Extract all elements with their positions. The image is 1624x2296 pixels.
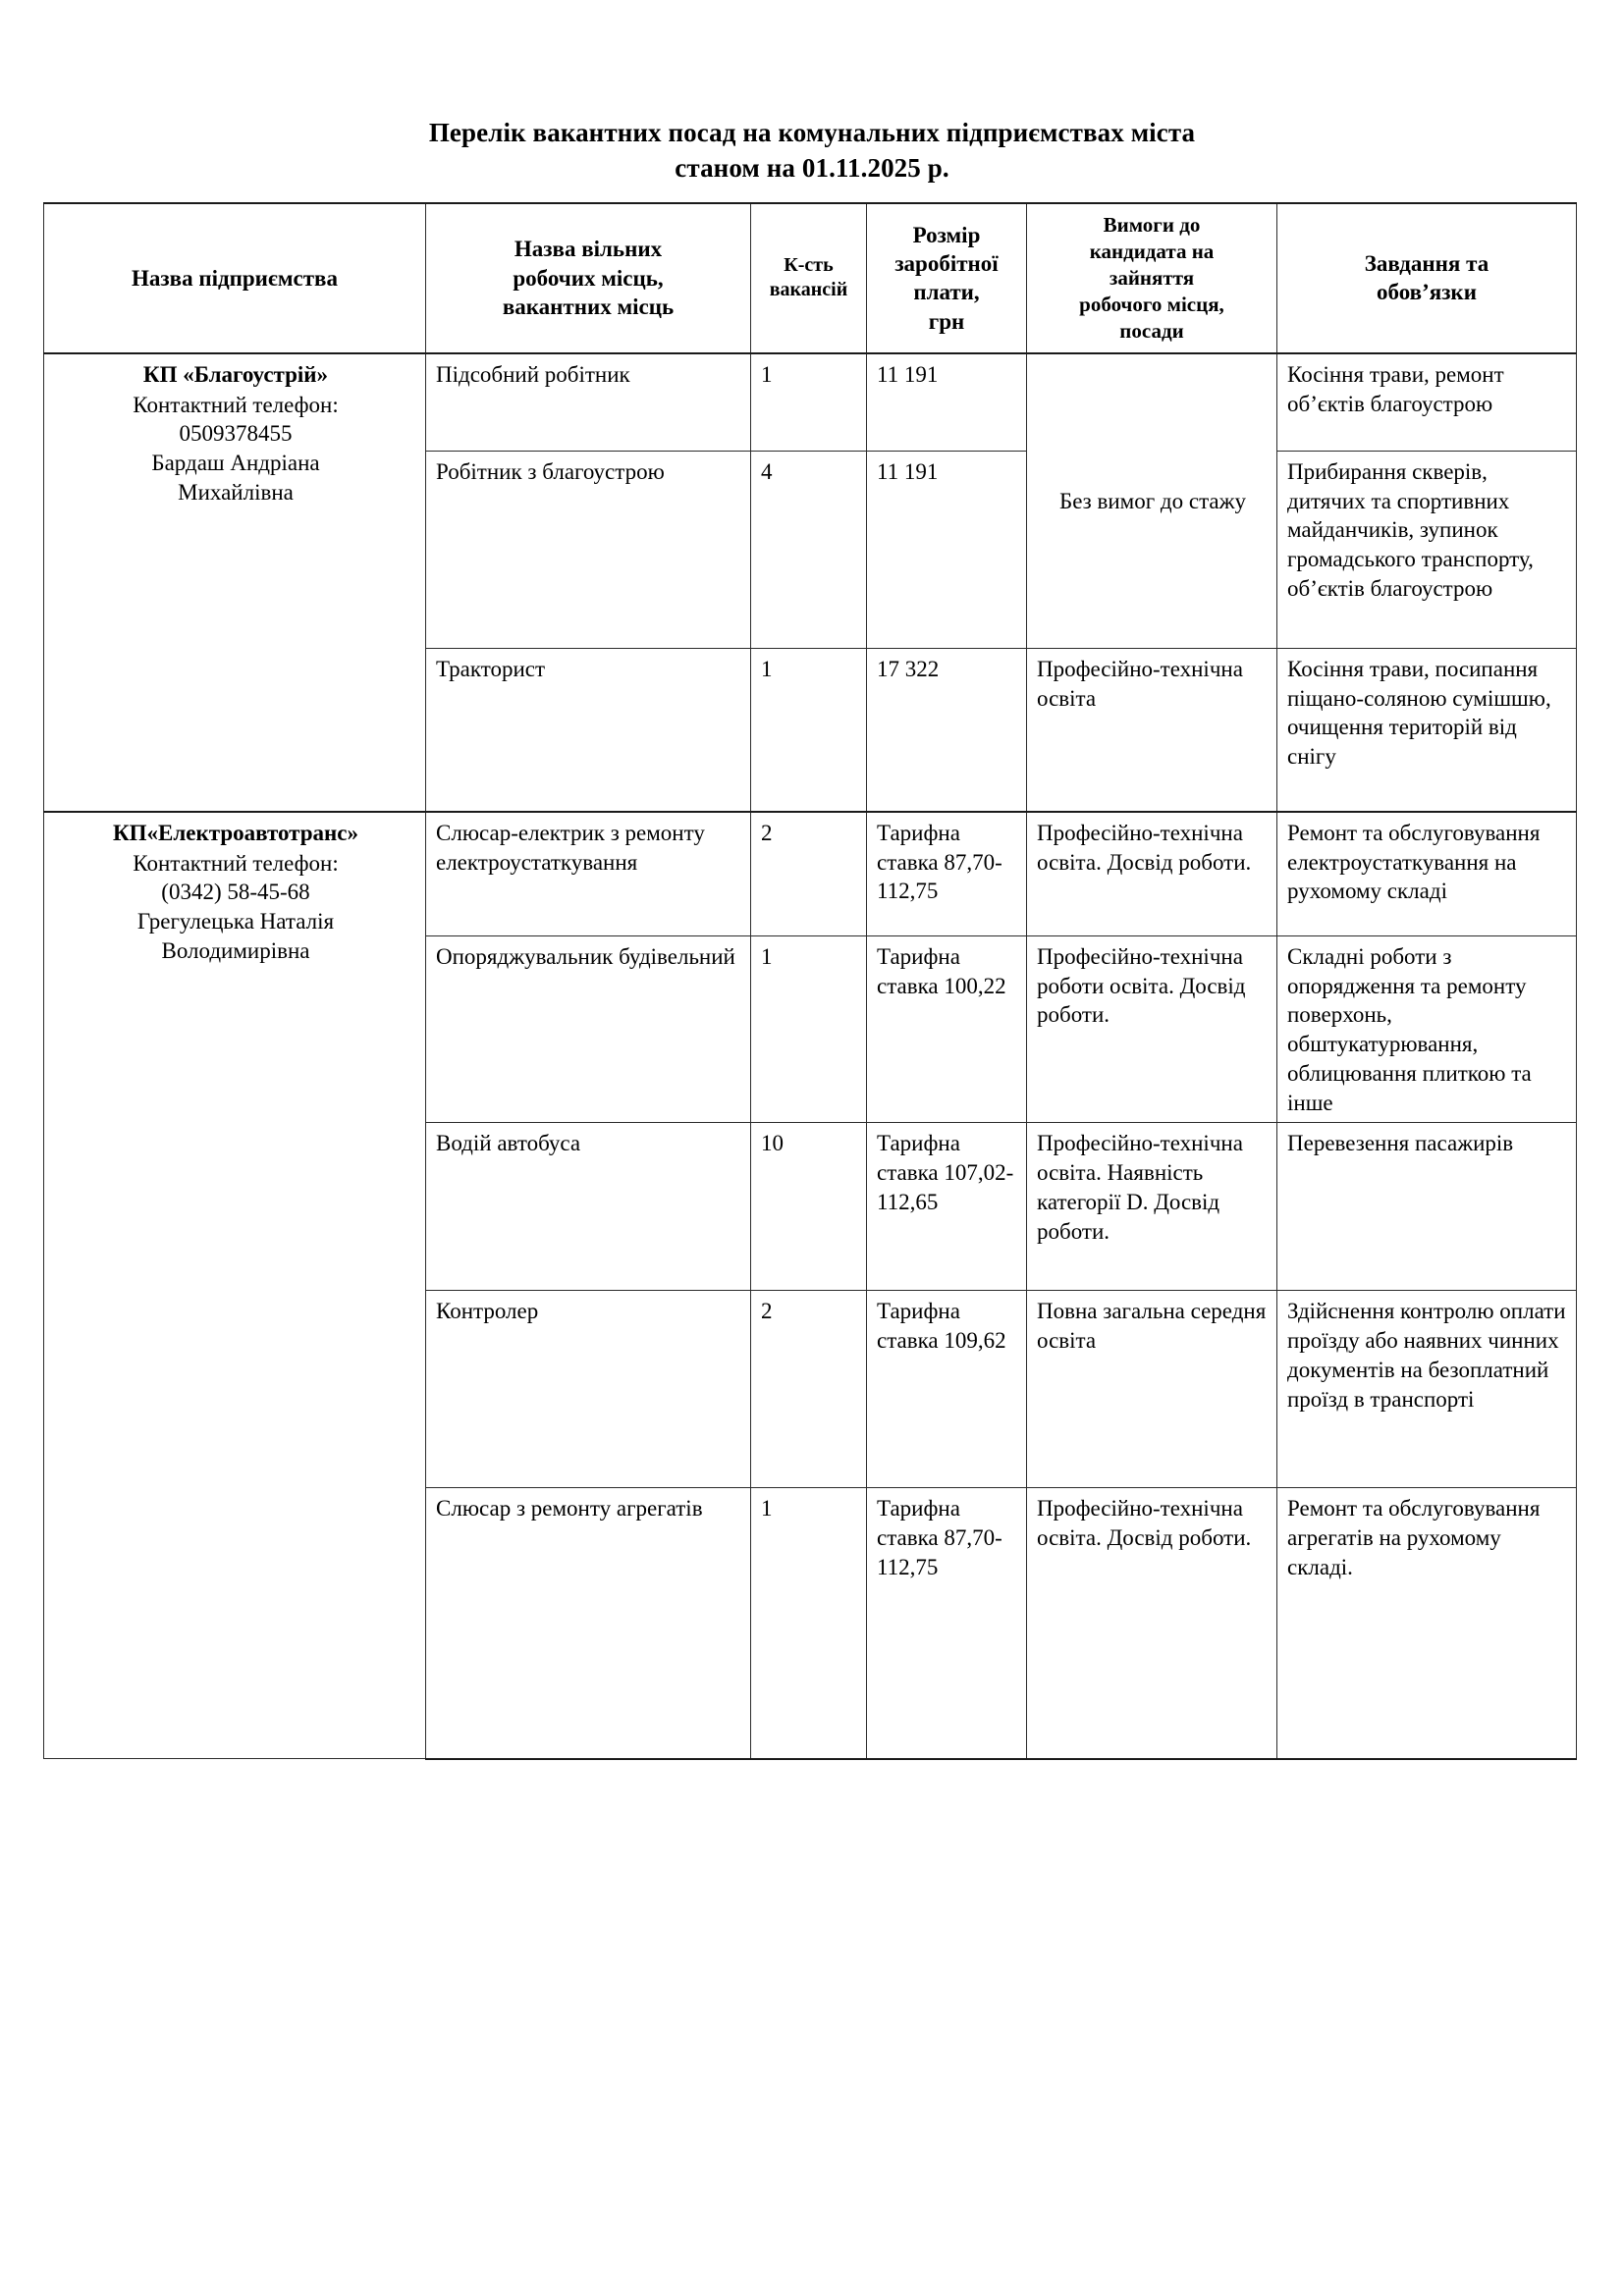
column-header-salary-line-1: Розмір (912, 222, 981, 247)
column-header-requirements (1027, 203, 1277, 352)
company-contact-patronymic: Володимирівна (161, 938, 310, 964)
column-header-requirements-line-3: зайняття (1109, 266, 1195, 290)
position-cell: Підсобний робітник (426, 353, 751, 452)
position-cell: Опоряджувальник будівельний (426, 935, 751, 1122)
count-cell: 2 (751, 1290, 867, 1487)
count-cell: 4 (751, 451, 867, 648)
company-contact-label: Контактний телефон: (133, 850, 339, 876)
column-header-requirements-line-5: посади (1119, 318, 1184, 343)
column-header-duties-line-1: Завдання та (1364, 251, 1489, 276)
position-cell: Робітник з благоустрою (426, 451, 751, 648)
company-phone: (0342) 58-45-68 (161, 880, 310, 905)
duties-cell: Здійснення контролю оплати проїзду або наявних чинних документів на безоплатний проїзд в транспорті (1277, 1290, 1577, 1487)
count-cell: 1 (751, 1487, 867, 1759)
duties-cell: Перевезення пасажирів (1277, 1122, 1577, 1290)
company-name: КП«Електроавтотранс» (112, 820, 358, 845)
column-header-requirements-line-4: робочого місця, (1079, 292, 1224, 316)
salary-cell: 11 191 (867, 353, 1027, 452)
duties-cell: Косіння трави, посипання піщано-соляною сумішшю, очищення територій від снігу (1277, 648, 1577, 812)
column-header-position-line-2: робочих місць, (513, 265, 664, 291)
column-header-position (426, 203, 751, 352)
company-contact-label: Контактний телефон: (133, 392, 339, 417)
column-header-count-line-2: вакансій (769, 279, 848, 301)
company-cell (44, 353, 426, 812)
position-cell: Контролер (426, 1290, 751, 1487)
position-cell: Тракторист (426, 648, 751, 812)
count-cell: 10 (751, 1122, 867, 1290)
column-header-duties-line-2: обовʼязки (1377, 280, 1477, 305)
salary-cell: 17 322 (867, 648, 1027, 812)
table-header-row (44, 203, 1577, 352)
duties-cell: Складні роботи з опорядження та ремонту поверхонь, обштукатурювання, облицювання плиткою та інше (1277, 935, 1577, 1122)
requirements-cell: Професійно-технічна освіта (1027, 648, 1277, 812)
position-cell: Слюсар з ремонту агрегатів (426, 1487, 751, 1759)
salary-cell: Тарифна ставка 107,02-112,65 (867, 1122, 1027, 1290)
page-title (0, 0, 1624, 186)
table-header (44, 203, 1577, 352)
salary-cell: Тарифна ставка 87,70-112,75 (867, 812, 1027, 936)
position-cell: Водій автобуса (426, 1122, 751, 1290)
duties-cell: Косіння трави, ремонт об’єктів благоустрою (1277, 353, 1577, 452)
duties-cell: Ремонт та обслуговування електроустаткування на рухомому складі (1277, 812, 1577, 936)
company-phone: 0509378455 (179, 421, 293, 447)
requirements-cell: Професійно-технічна освіта. Досвід роботи. (1027, 812, 1277, 936)
column-header-requirements-line-2: кандидата на (1089, 240, 1215, 264)
requirements-cell: Професійно-технічна освіта. Наявність категорії D. Досвід роботи. (1027, 1122, 1277, 1290)
column-header-company-line-1: Назва підприємства (132, 265, 338, 291)
count-cell: 1 (751, 935, 867, 1122)
salary-cell: 11 191 (867, 451, 1027, 648)
column-header-requirements-line-1: Вимоги до (1103, 213, 1201, 238)
column-header-count (751, 203, 867, 352)
duties-cell: Прибирання скверів, дитячих та спортивних майданчиків, зупинок громадського транспорту, об’єктів благоустрою (1277, 451, 1577, 648)
table-row (44, 812, 1577, 936)
column-header-count-line-1: К-сть (784, 253, 834, 276)
column-header-salary-line-2: заробітної (894, 251, 999, 276)
column-header-salary-line-4: грн (928, 308, 965, 334)
table-row (44, 353, 1577, 452)
company-contact-name: Грегулецька Наталія (136, 909, 335, 934)
column-header-duties (1277, 203, 1577, 352)
company-cell (44, 812, 426, 1759)
count-cell: 1 (751, 648, 867, 812)
requirements-cell: Професійно-технічна роботи освіта. Досвід роботи. (1027, 935, 1277, 1122)
column-header-salary (867, 203, 1027, 352)
company-contact-patronymic: Михайлівна (178, 480, 294, 506)
requirements-cell: Без вимог до стажу (1027, 353, 1277, 649)
column-header-salary-line-3: плати, (913, 280, 980, 305)
column-header-position-line-1: Назва вільних (514, 237, 663, 262)
company-name: КП «Благоустрій» (142, 361, 329, 387)
salary-cell: Тарифна ставка 109,62 (867, 1290, 1027, 1487)
salary-cell: Тарифна ставка 87,70-112,75 (867, 1487, 1027, 1759)
duties-cell: Ремонт та обслуговування агрегатів на рухомому складі. (1277, 1487, 1577, 1759)
column-header-company (44, 203, 426, 352)
vacancy-table (43, 202, 1577, 1760)
count-cell: 2 (751, 812, 867, 936)
column-header-position-line-3: вакантних місць (502, 294, 675, 320)
requirements-cell: Повна загальна середня освіта (1027, 1290, 1277, 1487)
table-body (44, 353, 1577, 1759)
page-title-line-1: Перелік вакантних посад на комунальних підприємствах міста (428, 118, 1196, 147)
position-cell: Слюсар-електрик з ремонту електроустаткування (426, 812, 751, 936)
salary-cell: Тарифна ставка 100,22 (867, 935, 1027, 1122)
company-contact-name: Бардаш Андріана (151, 451, 320, 476)
count-cell: 1 (751, 353, 867, 452)
requirements-cell: Професійно-технічна освіта. Досвід роботи. (1027, 1487, 1277, 1759)
page-title-line-2: станом на 01.11.2025 р. (675, 152, 949, 183)
